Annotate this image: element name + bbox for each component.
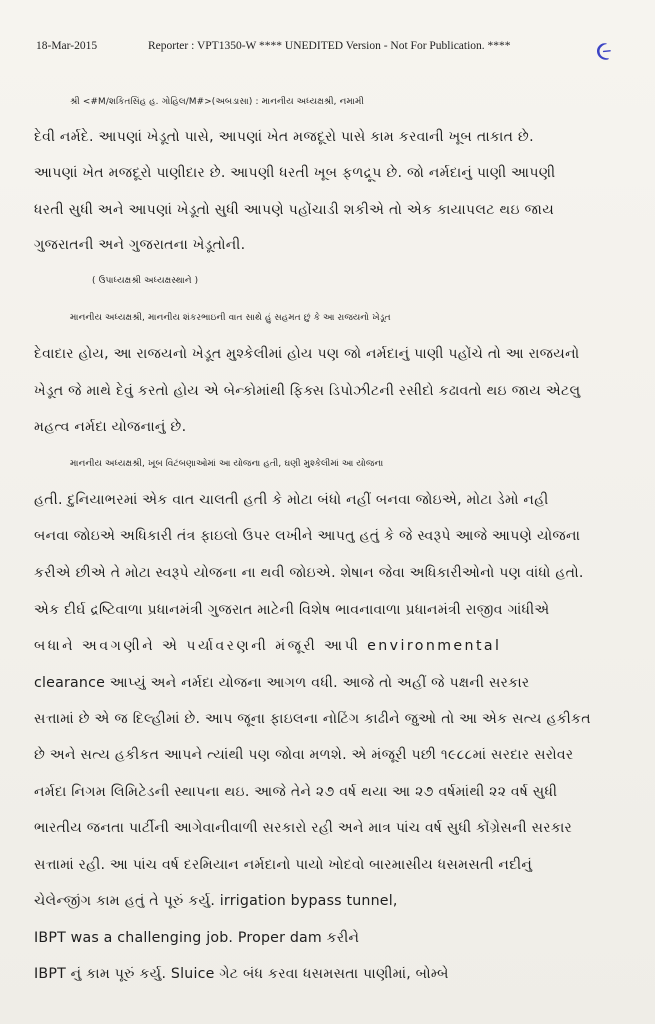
body-line: IBPT was a challenging job. Proper dam કરીને bbox=[34, 930, 360, 946]
body-line: ખેડૂત જે માથે દેવું કરતો હોય એ બેન્કોમાંથી ફિક્સ ડિપોઝીટની રસીદો કઢાવતો થઇ જાય એટલુ bbox=[34, 383, 581, 399]
body-line: નર્મદા નિગમ લિમિટેડની સ્થાપના થઇ. આજે તેને ૨૭ વર્ષ થયા આ ૨૭ વર્ષમાંથી ૨૨ વર્ષ સુધી bbox=[34, 784, 558, 800]
body-line: માનનીય અધ્યક્ષશ્રી, માનનીય શંકરભાઇની વાત સાથે હું સહમત છું કે આ રાજયનો ખેડૂત bbox=[70, 313, 391, 323]
body-line: ભારતીય જનતા પાર્ટીની આગેવાનીવાળી સરકારો રહી અને માત્ર પાંચ વર્ષ સુધી કોંગ્રેસની સરકાર bbox=[34, 820, 573, 836]
body-line: શ્રી <#M/શકિતસિંહ હ. ગોહિલ/M#>(અબડાસા) : માનનીય અધ્યક્ષશ્રી, નમામી bbox=[70, 97, 364, 107]
body-line: માનનીય અધ્યક્ષશ્રી, ખૂબ વિટંબણાઓમાં આ યોજના હતી, ઘણી મુશ્કેલીમાં આ યોજના bbox=[70, 459, 384, 469]
body-line: સત્તામાં રહી. આ પાંચ વર્ષ દરમિયાન નર્મદાનો પાયો ખોદવો બારમાસીય ધસમસતી નદીનું bbox=[34, 857, 533, 873]
body-line: આપણાં ખેત મજદૂરો પાણીદાર છે. આપણી ધરતી ખૂબ ફળદ્રૂપ છે. જો નર્મદાનું પાણી આપણી bbox=[34, 165, 556, 181]
body-line: છે અને સત્ય હકીકત આપને ત્યાંથી પણ જોવા મળશે. એ મંજૂરી પછી ૧૯૮૮માં સરદાર સરોવર bbox=[34, 747, 574, 763]
body-line: બધાને અવગણીને એ પર્યાવરણની મંજૂરી આપી environmental bbox=[34, 638, 502, 654]
body-line: સત્તામાં છે એ જ દિલ્હીમાં છે. આપ જૂના ફાઇલના નોટિંગ કાઢીને જુઓ તો આ એક સત્ય હકીકત bbox=[34, 711, 591, 727]
header-date: 18-Mar-2015 bbox=[36, 40, 98, 52]
body-line: દેવી નર્મદે. આપણાં ખેડૂતો પાસે, આપણાં ખેત મજદૂરો પાસે કામ કરવાની ખૂબ તાકાત છે. bbox=[34, 129, 534, 145]
body-line: દેવાદાર હોય, આ રાજયનો ખેડૂત મુશ્કેલીમાં હોય પણ જો નર્મદાનું પાણી પહોંચે તો આ રાજયનો bbox=[34, 346, 580, 362]
body-line: IBPT નું કામ પૂરું કર્યુ. Sluice ગેટ બંધ કરવા ધસમસતા પાણીમાં, બોમ્બે bbox=[34, 966, 449, 982]
body-line: ગુજરાતની અને ગુજરાતના ખેડૂતોની. bbox=[34, 237, 246, 253]
body-line: કરીએ છીએ તે મોટા સ્વરૂપે યોજના ના થવી જોઇએ. શેષાન જેવા અધિકારીઓનો પણ વાંધો હતો. bbox=[34, 565, 584, 581]
body-line: હતી. દુનિયાભરમાં એક વાત ચાલતી હતી કે મોટા બંધો નહીં બનવા જોઇએ, મોટા ડેમો નહી bbox=[34, 492, 549, 508]
stage-direction: ( ઉપાધ્યક્ષશ્રી અધ્યક્ષસ્થાને ) bbox=[92, 276, 199, 286]
body-line: એક દીર્ઘ દ્રષ્ટિવાળા પ્રધાનમંત્રી ગુજરાત માટેની વિશેષ ભાવનાવાળા પ્રધાનમંત્રી રાજીવ ગાંધીએ bbox=[34, 602, 550, 618]
body-line: મહત્વ નર્મદા યોજનાનું છે. bbox=[34, 419, 187, 435]
body-line: clearance આપ્યું અને નર્મદા યોજના આગળ વધી. આજે તો અહીં જે પક્ષની સરકાર bbox=[34, 675, 530, 691]
header-reporter-line: Reporter : VPT1350-W **** UNEDITED Version - Not For Publication. **** bbox=[148, 40, 511, 52]
body-line: ચેલેન્જીંગ કામ હતું તે પૂરું કર્યુ. irrigation bypass tunnel, bbox=[34, 893, 398, 909]
handwritten-page-number: ૯ bbox=[594, 35, 614, 68]
body-line: બનવા જોઇએ અધિકારી તંત્ર ફાઇલો ઉપર લખીને આપતુ હતું કે જે સ્વરૂપે આજે આપણે યોજના bbox=[34, 528, 581, 544]
body-line: ધરતી સુધી અને આપણાં ખેડૂતો સુધી આપણે પહોંચાડી શકીએ તો એક કાયાપલટ થઇ જાય bbox=[34, 202, 555, 218]
